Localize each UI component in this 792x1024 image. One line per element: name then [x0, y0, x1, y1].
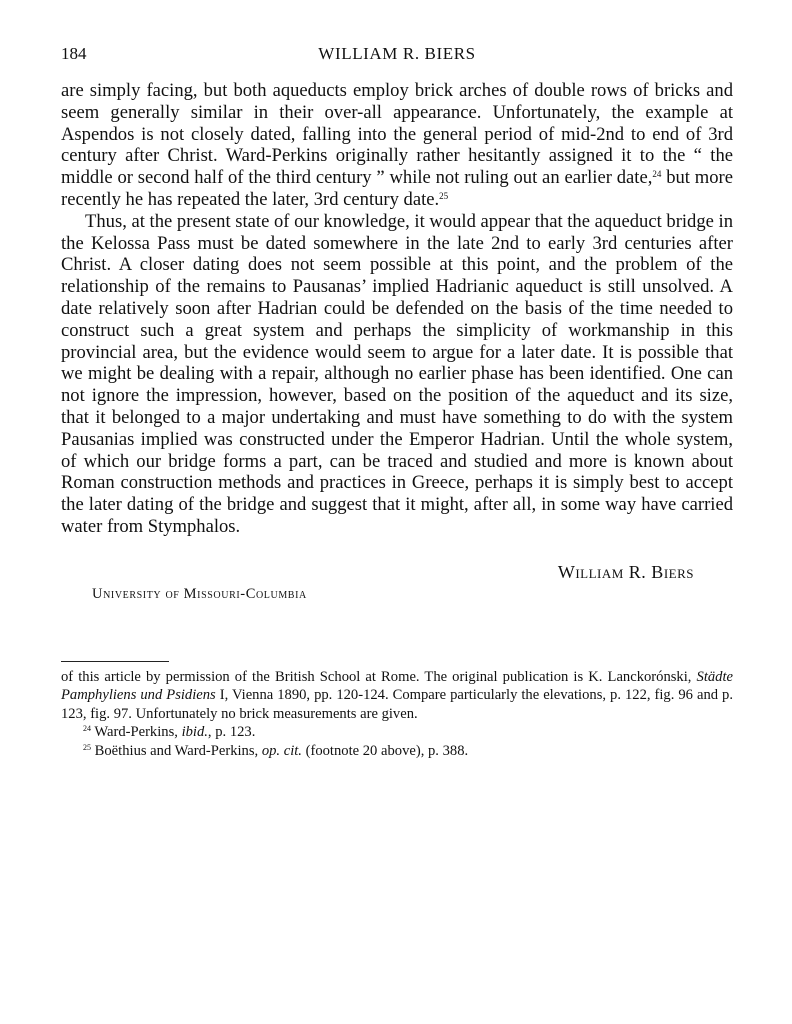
footnote-25-number: 25: [83, 742, 91, 752]
footnote-divider: [61, 661, 169, 662]
footnote-24-author: Ward-Perkins,: [91, 724, 182, 741]
running-head: WILLIAM R. BIERS: [318, 44, 476, 63]
footnote-continuation: [61, 668, 733, 723]
footnote-25-author: Boëthius and Ward-Perkins,: [91, 742, 262, 759]
footnotes: [61, 668, 733, 760]
footnote-24-ref: ibid.: [181, 724, 208, 741]
page-header: [61, 44, 733, 68]
footnote-25: [61, 742, 733, 760]
paragraph-1-text-a: are simply facing, but both aqueducts employ brick arches of double rows of bricks and seem generally similar in their over-all appearance. Unfortunately, the example at Aspendos is not closely dated, falling into the general period of mid-2nd to end of 3rd century after Christ. Ward-Perkins originally rather hesitantly assigned it to the “ the middle or second half of the third century ” while not ruling out an earlier date,: [61, 80, 733, 189]
body-text: [61, 80, 733, 538]
footnote-continuation-text-b: I, Vienna 1890, pp. 120-124. Compare particularly the elevations, p. 122, fig. 96 and p. 123, fig. 97. Unfortunately no brick measurements are given.: [61, 687, 733, 722]
footnote-ref-24: 24: [652, 169, 662, 180]
footnote-ref-25: 25: [439, 190, 449, 201]
paragraph-2: Thus, at the present state of our knowledge, it would appear that the aqueduct bridge in the Kelossa Pass must be dated somewhere in the late 2nd to early 3rd centuries after Christ. A closer dating does not seem possible at this point, and the problem of the relationship of the remains to Pausanas’ implied Hadrianic aqueduct is still unsolved. A date relatively soon after Hadrian could be defended on the basis of the time needed to construct such a great system and perhaps the simplicity of workmanship in this provincial area, but the evidence would seem to argue for a later date. It is possible that we might be dealing with a repair, although no earlier phase has been identified. One can not ignore the impression, however, based on the position of the aqueduct and its size, that it belonged to a major undertaking and must have something to do with the system Pausanias implied was constructed under the Emperor Hadrian. Until the whole system, of which our bridge forms a part, can be traced and studied and more is known about Roman construction methods and practices in Greece, perhaps it is simply best to accept the later dating of the bridge and suggest that it might, after all, in some way have carried water from Stymphalos.: [61, 210, 734, 537]
paragraph-1: [61, 80, 733, 211]
author-signature: William R. Biers: [557, 562, 694, 582]
footnote-25-rest: (footnote 20 above), p. 388.: [301, 742, 469, 759]
footnote-continuation-text-a: of this article by permission of the British School at Rome. The original publication is K. Lanckorónski,: [61, 669, 697, 685]
paragraph-1-text-b: but more recently he has repeated the later, 3rd century date.: [61, 167, 734, 210]
footnote-continuation-title: Städte Pamphyliens und Psidiens: [61, 669, 733, 704]
footnote-24-rest: , p. 123.: [207, 724, 256, 741]
page-number: 184: [61, 44, 87, 63]
footnote-25-ref: op. cit.: [261, 742, 302, 759]
footnote-24-number: 24: [83, 724, 91, 734]
footnote-24: [61, 723, 733, 741]
author-affiliation: University of Missouri-Columbia: [92, 586, 307, 602]
